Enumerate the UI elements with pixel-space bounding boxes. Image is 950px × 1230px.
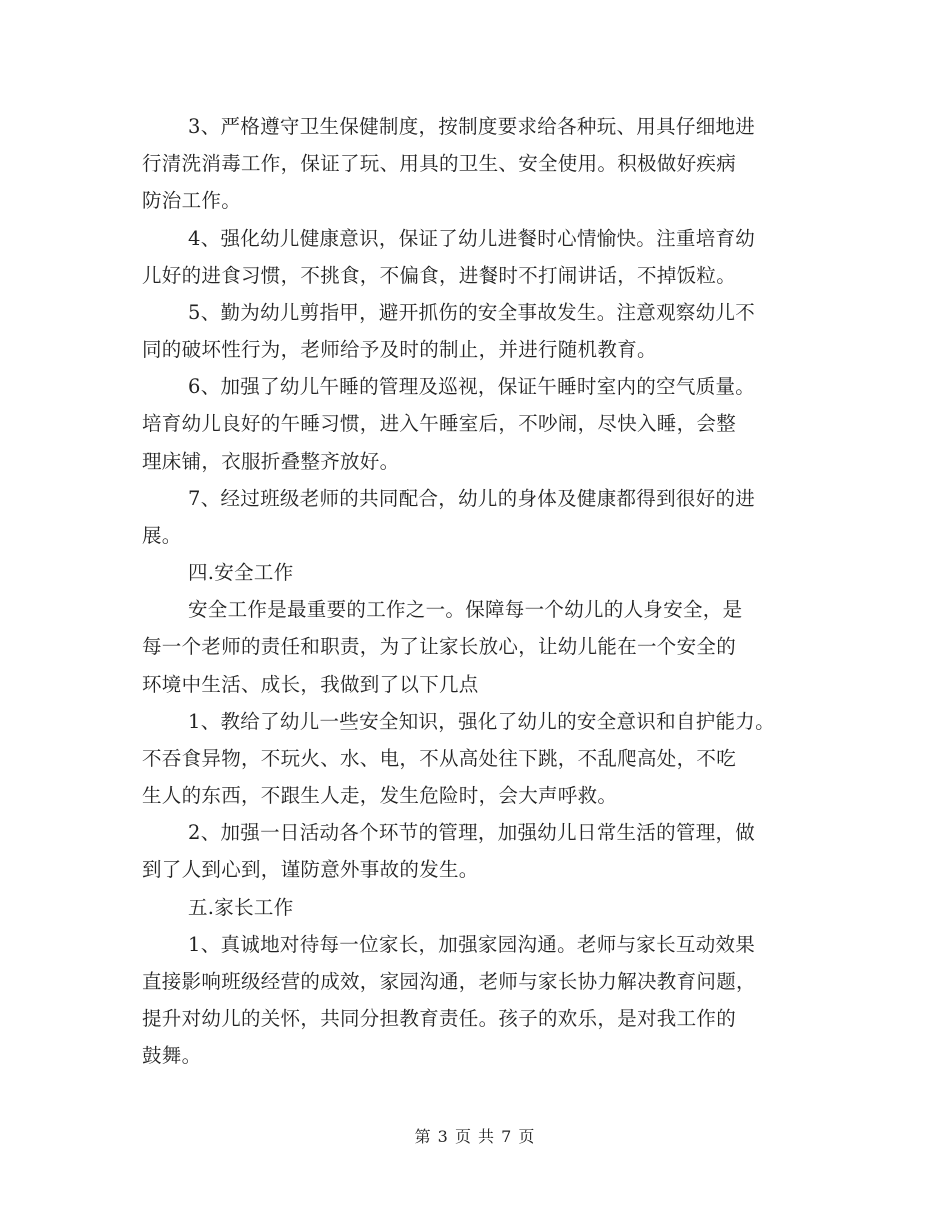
text-line: 培育幼儿良好的午睡习惯，进入午睡室后，不吵闹，尽快入睡，会整 <box>142 412 737 435</box>
section-heading: 四.安全工作 <box>188 561 294 584</box>
text-line: 每一个老师的责任和职责，为了让家长放心，让幼儿能在一个安全的 <box>142 635 737 658</box>
text-line: 7、经过班级老师的共同配合，幼儿的身体及健康都得到很好的进 <box>188 487 756 510</box>
text-line: 展。 <box>142 524 182 547</box>
text-line: 5、勤为幼儿剪指甲，避开抓伤的安全事故发生。注意观察幼儿不 <box>188 301 756 324</box>
text-line: 防治工作。 <box>142 189 242 212</box>
text-line: 同的破坏性行为，老师给予及时的制止，并进行随机教育。 <box>142 338 657 361</box>
text-line: 理床铺，衣服折叠整齐放好。 <box>142 450 400 473</box>
text-line: 不吞食异物，不玩火、水、电，不从高处往下跳，不乱爬高处，不吃 <box>142 747 737 770</box>
text-line: 环境中生活、成长，我做到了以下几点 <box>142 673 479 696</box>
text-line: 儿好的进食习惯，不挑食，不偏食，进餐时不打闹讲话，不掉饭粒。 <box>142 264 737 287</box>
text-line: 3、严格遵守卫生保健制度，按制度要求给各种玩、用具仔细地进 <box>188 115 756 138</box>
text-line: 安全工作是最重要的工作之一。保障每一个幼儿的人身安全，是 <box>188 598 743 621</box>
text-line: 到了人到心到，谨防意外事故的发生。 <box>142 858 479 881</box>
text-line: 1、真诚地对待每一位家长，加强家园沟通。老师与家长互动效果 <box>188 933 756 956</box>
text-line: 行清洗消毒工作，保证了玩、用具的卫生、安全使用。积极做好疾病 <box>142 152 737 175</box>
text-line: 4、强化幼儿健康意识，保证了幼儿进餐时心情愉快。注重培育幼 <box>188 227 756 250</box>
text-line: 提升对幼儿的关怀，共同分担教育责任。孩子的欢乐，是对我工作的 <box>142 1007 737 1030</box>
text-line: 6、加强了幼儿午睡的管理及巡视，保证午睡时室内的空气质量。 <box>188 375 756 398</box>
text-line: 生人的东西，不跟生人走，发生危险时，会大声呼救。 <box>142 784 618 807</box>
text-line: 直接影响班级经营的成效，家园沟通，老师与家长协力解决教育问题， <box>142 970 756 993</box>
text-line: 2、加强一日活动各个环节的管理，加强幼儿日常生活的管理，做 <box>188 821 756 844</box>
text-line: 1、教给了幼儿一些安全知识，强化了幼儿的安全意识和自护能力。 <box>188 710 775 733</box>
section-heading: 五.家长工作 <box>188 896 294 919</box>
page-number-footer: 第 3 页 共 7 页 <box>414 1127 536 1146</box>
text-line: 鼓舞。 <box>142 1044 202 1067</box>
